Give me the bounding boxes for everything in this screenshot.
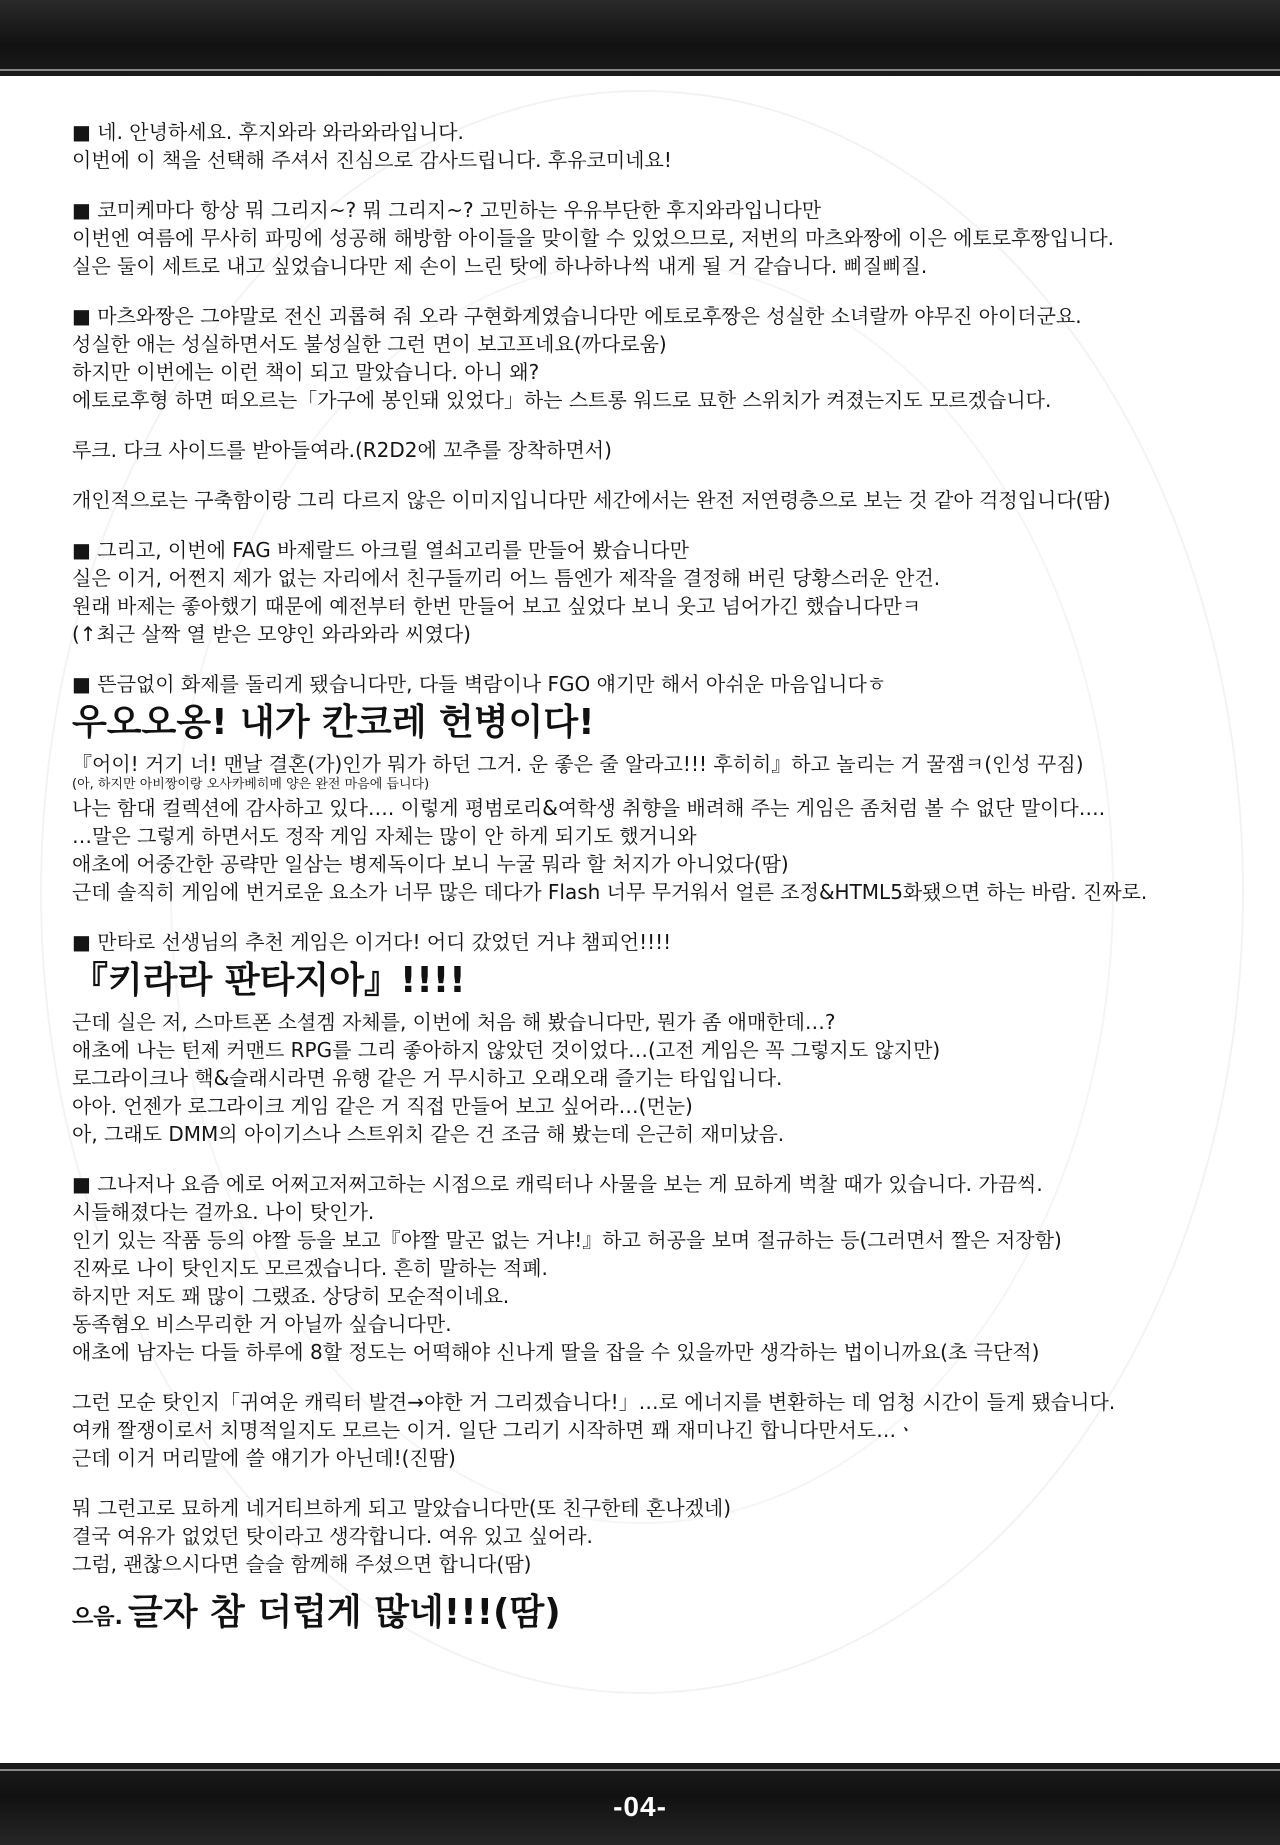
paragraph-keychain [72,536,1252,648]
text-line: 인기 있는 작품 등의 야짤 등을 보고『야짤 말곤 없는 거냐!』하고 허공을 보며 절규하는 등(그러면서 짤은 저장함) [72,1228,1062,1252]
final-small-text: 으음. [72,1605,123,1630]
text-line: 시들해졌다는 걸까요. 나이 탓인가. [72,1200,375,1224]
page-number: -04- [613,1791,667,1822]
text-line: 원래 바제는 좋아했기 때문에 예전부터 한번 만들어 보고 싶었다 보니 웃고 넘어가긴 했습니다만ㅋ [72,594,922,618]
text-line: 아아. 언젠가 로그라이크 게임 같은 거 직접 만들어 보고 싶어라…(먼눈) [72,1094,693,1118]
text-line: 이번엔 여름에 무사히 파밍에 성공해 해방함 아이들을 맞이할 수 있었으므로, 저번의 마츠와짱에 이은 에토로후짱입니다. [72,226,1115,250]
text-line: 여캐 짤쟁이로서 치명적일지도 모르는 이거. 일단 그리기 시작하면 꽤 재미나긴 합니다만서도…ㆍ [72,1418,916,1442]
top-border-band [0,0,1280,76]
section-kankore [72,670,1252,906]
text-line: 하지만 이번에는 이런 책이 되고 말았습니다. 아니 왜? [72,360,540,384]
paragraph-contradiction [72,1388,1252,1472]
paragraph-luke [72,436,1252,464]
paragraph-personal [72,486,1252,514]
section-intro: ■ 뜬금없이 화제를 돌리게 됐습니다만, 다들 벽람이나 FGO 얘기만 해서 아쉬운 마음입니다ㅎ [72,672,887,696]
text-line: 근데 이거 머리말에 쓸 얘기가 아닌데!(진땀) [72,1446,456,1470]
final-exclamation [72,1584,1252,1635]
text-line: 애초에 나는 턴제 커맨드 RPG를 그리 좋아하지 않았던 것이었다…(고전 게임은 꼭 그렇지도 않지만) [72,1038,941,1062]
section-heading: 『키라라 판타지아』!!!! [72,960,466,1001]
text-line: 그럼, 괜찮으시다면 슬슬 함께해 주셨으면 합니다(땀) [72,1552,532,1576]
text-line: 그런 모순 탓인지「귀여운 캐릭터 발견→야한 거 그리겠습니다!」…로 에너지를 변환하는 데 엄청 시간이 들게 됐습니다. [72,1390,1116,1414]
text-line: 나는 함대 컬렉션에 감사하고 있다…. 이렇게 평범로리&여학생 취향을 배려해 주는 게임은 좀처럼 볼 수 없단 말이다…. [72,796,1106,820]
paragraph-matsuwa [72,302,1252,414]
text-line: 로그라이크나 핵&슬래시라면 유행 같은 거 무시하고 오래오래 즐기는 타입입니다. [72,1066,783,1090]
paragraph-greeting [72,118,1252,174]
paragraph-comiket [72,196,1252,280]
text-line: ■ 그리고, 이번에 FAG 바제랄드 아크릴 열쇠고리를 만들어 봤습니다만 [72,538,689,562]
text-line: 애초에 어중간한 공략만 일삼는 병제독이다 보니 누굴 뭐라 할 처지가 아니었다(땀) [72,852,789,876]
text-line: 루크. 다크 사이드를 받아들여라.(R2D2에 꼬추를 장착하면서) [72,438,612,462]
text-line: 결국 여유가 없었던 탓이라고 생각합니다. 여유 있고 싶어라. [72,1524,593,1548]
document-body [72,118,1252,1635]
text-line: (↑최근 살짝 열 받은 모양인 와라와라 씨였다) [72,622,471,646]
text-line: 근데 솔직히 게임에 번거로운 요소가 너무 많은 데다가 Flash 너무 무거워서 얼른 조정&HTML5화됐으면 하는 바람. 진짜로. [72,880,1148,904]
text-line: 아, 그래도 DMM의 아이기스나 스트위치 같은 건 조금 해 봤는데 은근히 재미났음. [72,1122,785,1146]
text-line: ■ 네. 안녕하세요. 후지와라 와라와라입니다. [72,120,464,144]
text-line: 에토로후형 하면 떠오르는「가구에 봉인돼 있었다」하는 스트롱 워드로 묘한 스위치가 켜졌는지도 모르겠습니다. [72,388,1052,412]
section-heading: 우오오옹! 내가 칸코레 헌병이다! [72,702,595,743]
final-big-text: 글자 참 더럽게 많네!!!(땀) [127,1592,561,1633]
side-note: (아, 하지만 아비짱이랑 오사카베히메 양은 완전 마음에 듭니다) [72,777,430,792]
text-line: 애초에 남자는 다들 하루에 8할 정도는 어떡해야 신나게 딸을 잡을 수 있을까만 생각하는 법이니까요(초 극단적) [72,1340,1040,1364]
bottom-border-band [0,1763,1280,1845]
text-line: 실은 이거, 어쩐지 제가 없는 자리에서 친구들끼리 어느 틈엔가 제작을 결정해 버린 당황스러운 안건. [72,566,941,590]
section-intro: ■ 만타로 선생님의 추천 게임은 이거다! 어디 갔었던 거냐 챔피언!!!! [72,930,672,954]
text-line: 진짜로 나이 탓인지도 모르겠습니다. 흔히 말하는 적폐. [72,1256,548,1280]
text-line: 뭐 그런고로 묘하게 네거티브하게 되고 말았습니다만(또 친구한테 혼나겠네) [72,1496,732,1520]
text-line: ■ 코미케마다 항상 뭐 그리지~? 뭐 그리지~? 고민하는 우유부단한 후지와라입니다만 [72,198,822,222]
text-line: 동족혐오 비스무리한 거 아닐까 싶습니다만. [72,1312,452,1336]
section-kirara [72,928,1252,1148]
text-line: 『어이! 거기 너! 맨날 결혼(가)인가 뭐가 하던 그거. 운 좋은 줄 알라고!!! 후히히』하고 놀리는 거 꿀잼ㅋ(인성 꾸짐) [72,752,1084,776]
text-line: 근데 실은 저, 스마트폰 소셜겜 자체를, 이번에 처음 해 봤습니다만, 뭔가 좀 애매한데…? [72,1010,836,1034]
text-line: ■ 마츠와짱은 그야말로 전신 괴롭혀 줘 오라 구현화계였습니다만 에토로후짱은 성실한 소녀랄까 야무진 아이더군요. [72,304,1082,328]
text-line: 개인적으로는 구축함이랑 그리 다르지 않은 이미지입니다만 세간에서는 완전 저연령층으로 보는 것 같아 걱정입니다(땀) [72,488,1111,512]
text-line: 실은 둘이 세트로 내고 싶었습니다만 제 손이 느린 탓에 하나하나씩 내게 될 거 같습니다. 삐질삐질. [72,254,928,278]
text-line: ■ 그나저나 요즘 에로 어쩌고저쩌고하는 시점으로 캐릭터나 사물을 보는 게 묘하게 벅찰 때가 있습니다. 가끔씩. [72,1172,1043,1196]
text-line: 성실한 애는 성실하면서도 불성실한 그런 면이 보고프네요(까다로움) [72,332,667,356]
paragraph-closing [72,1494,1252,1578]
text-line: 이번에 이 책을 선택해 주셔서 진심으로 감사드립니다. 후유코미네요! [72,148,672,172]
text-line: 하지만 저도 꽤 많이 그랬죠. 상당히 모순적이네요. [72,1284,510,1308]
paragraph-age [72,1170,1252,1366]
text-line: …말은 그렇게 하면서도 정작 게임 자체는 많이 안 하게 되기도 했거니와 [72,824,697,848]
